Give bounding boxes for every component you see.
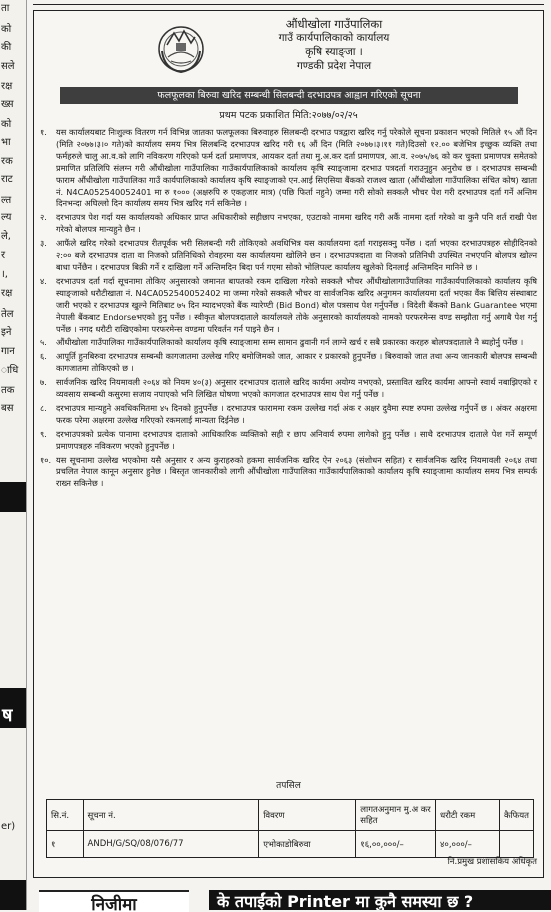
- clause-number: १०.: [40, 454, 52, 465]
- notice-header: [34, 17, 543, 81]
- adjacent-column-fragment-text: गान: [1, 346, 15, 357]
- clause-number: ४.: [40, 275, 47, 286]
- clause-number: ९.: [40, 428, 47, 439]
- clause-number: ३.: [40, 238, 47, 249]
- cell-cost-estimate: १६,००,०००/–: [356, 831, 436, 858]
- table-row: [47, 831, 534, 858]
- adjacent-column-dark-footer: [0, 880, 26, 910]
- adjacent-column-heading: ष: [2, 705, 13, 726]
- clause-text: आपूर्ति हुनबिरुवा दरभाउपत्र सम्बन्धी कागजातमा उल्लेख गरिए बमोजिमको जात, आकार र प्रकारको हुनुपर्नेछ । बिरुवाको जात तथा अन्य जानकारी बोलपत्र सम्बन्धी कागजातमा तोकिएको छ ।: [56, 351, 537, 374]
- clause-number: ६.: [40, 351, 47, 362]
- office-name-block: [214, 17, 454, 73]
- notice-clause: [40, 127, 537, 210]
- publication-date: प्रथम पटक प्रकाशित मिति:२०७७/०२/२५: [219, 110, 358, 121]
- previous-notice-border: [33, 0, 544, 5]
- col-description-header: विवरण: [259, 800, 356, 831]
- clause-number: ८.: [40, 402, 47, 413]
- clause-number: ७.: [40, 377, 47, 388]
- adjacent-column-fragment-text: रक्ष: [1, 81, 13, 92]
- clause-text: दरभाउपत्र पेश गर्दा यस कार्यालयको अधिकार प्राप्त अधिकारीको सहीछाप नभएका, एउटाको नाममा खरिद गरी अर्कै नाममा दर्ता गरेको वा कुनै पनि शर्त राखी पेश गरेको बोलपत्र मान्यहुने छैन ।: [56, 212, 537, 235]
- adjacent-column-fragment-text: सले: [1, 61, 15, 72]
- adjacent-column-fragment: [0, 0, 27, 910]
- table-header-row: [47, 800, 534, 831]
- col-remarks-header: कैफियत: [499, 800, 533, 831]
- adjacent-column-fragment-text: राट: [1, 174, 13, 185]
- adjacent-column-fragment-text: ले,: [1, 231, 11, 242]
- government-emblem-icon: [154, 21, 208, 75]
- clause-text: यस सूचनामा उल्लेख भएकोमा यसै अनुसार र अन्य कुराहरुको हकमा सार्वजनिक खरिद ऐन २०६३ (संशोधन सहित) र सार्वजनिक खरिद नियमावली २०६४ तथा प्रचलित नेपाल कानून अनुसार हुनेछ । बिस्तृत जानकारीको लागी औंधीखोला गाउँपालिका गाउँकार्यपालिकाको कार्यालय कृषि स्याङ्जामा कार्यालय समय भित्र सम्पर्क राख्न सकिनेछ ।: [56, 454, 537, 489]
- clause-text: औंधीखोला गाउँपालिका गाउँकार्यपालिकाको कार्यालय कृषि स्याङ्जामा सम्म सामान ढुवानी गर्न लाग्ने खर्च र सबै प्रकारका करहरु बोलपत्रदाताले नै ब्यहोर्नु पर्नेछ ।: [56, 337, 524, 348]
- col-notice-no-header: सूचना नं.: [83, 800, 259, 831]
- notice-clauses: [40, 127, 537, 492]
- adjacent-column-fragment-text: रक: [1, 156, 13, 167]
- notice-box: [33, 10, 544, 878]
- schedule-table: [46, 799, 534, 858]
- clause-number: १.: [40, 127, 47, 137]
- ad-right-heading: के तपाईंको Printer मा कुनै समस्या छ ?: [209, 890, 551, 910]
- signatory-title: नि.प्रमुख प्रशासकिय अधिकृत: [447, 857, 537, 867]
- adjacent-column-fragment-text: इने: [1, 327, 12, 338]
- adjacent-column-fragment-text: ल्य: [1, 212, 12, 223]
- notice-clause: [40, 351, 537, 375]
- col-cost-estimate-header: लागतअनुमान मु.अ कर सहित: [356, 800, 436, 831]
- adjacent-column-dark-band: [0, 482, 26, 512]
- clause-number: २.: [40, 212, 47, 223]
- adjacent-column-fragment-text: ।,: [1, 269, 8, 280]
- clause-text: दरभाउपत्रको प्रत्येक पानामा दरभाउपत्र दाताको आधिकारिक व्यक्तिको सही र छाप अनिवार्य रुपमा लागेको हुनु पर्नेछ । साथै दरभाउपत्र दाताले पेश गर्ने सम्पूर्ण प्रमाणपत्रहरु नविकरण भएको हुनुपर्नेछ ।: [56, 428, 537, 451]
- notice-clause: [40, 212, 537, 236]
- bottom-advertisements: [33, 884, 544, 910]
- clause-number: ५.: [40, 337, 47, 348]
- province-name: गण्डकी प्रदेश नेपाल: [296, 60, 372, 72]
- municipality-name: औंधीखोला गाउँपालिका: [285, 17, 383, 31]
- clause-text: सार्वजनिक खरिद नियमावली २०६४ को नियम ४०(३) अनुसार दरभाउपत्र दाताले खरिद कार्यमा अयोग्य नभएको, प्रस्तावित खरिद कार्यमा आफ्नो स्वार्थ नबाझिएको र व्यवसाय सम्बन्धी कसुरमा सजाय नपाएको भनि लिखित घोषणा भएको कागजात दरभाउपत्र साथ पेश गर्नु पर्नेछ ।: [56, 377, 537, 400]
- adjacent-column-fragment-text: तेल: [1, 309, 14, 320]
- adjacent-column-fragment-text: भा: [1, 137, 11, 148]
- notice-clause: [40, 403, 537, 427]
- office-name: गाउँ कार्यपालिकाको कार्यालय: [278, 32, 390, 44]
- schedule-heading: तपसिल: [276, 781, 301, 791]
- adjacent-column-fragment-text: ख्स: [1, 99, 14, 110]
- adjacent-column-fragment-text: र: [1, 250, 6, 261]
- notice-clause: [40, 238, 537, 274]
- adjacent-column-fragment-text: तक: [1, 385, 15, 396]
- adjacent-column-fragment-text: ता: [1, 3, 10, 14]
- office-location: कृषि स्याङ्जा ।: [305, 46, 363, 58]
- notice-clause: [40, 276, 537, 336]
- notice-clause: [40, 377, 537, 401]
- adjacent-column-fragment-text: रक्ष: [1, 288, 13, 299]
- adjacent-column-fragment-text: को: [1, 119, 12, 130]
- col-deposit-header: धरौटी रकम: [435, 800, 499, 831]
- clause-text: यस कार्यालयबाट निःशुल्क वितरण गर्न विभिन्न जातका फलफूलका बिरुवाहरु सिलबन्दी दरभाउ पत्रद्वारा खरिद गर्नु परेकोले सूचना प्रकाशन भएको मितिले १५ औं दिन (मिति २०७७।३।० गते)को कार्यालय समय भित्र सिलबन्दि दरभाउपत्र खरिद गरी १६ औं दिन (मिति २०७७।३।११ गते)दिउसो १२.०० बजेभित्र इच्छुक व्यक्ति तथा फर्महरुले चालु आ.व.को लागि नविकरण गरिएको फर्म दर्ता प्रमाणपत्र, आयकर दर्ता तथा मु.अ.कर दर्ता प्रमाणपत्र, आ.व. २०७५/७६ को कर चुक्ता प्रमाणपत्र समेतको प्रमाणित प्रतिलिपि संलग्न गरी औंधीखोला गाउँपालिका गाउँकार्यपालिकाको कार्यालय कृषि स्याङ्जामा दरभाउ पत्रदर्ता गराउनुहुन अनुरोध छ । दरभाउपत्र सम्बन्धी फाराम औंधीखोला गाउँपालिका गाउँ कार्यपालिकाको कार्यालय कृषि स्याङ्जाको एन.आई सिएसिया बैंकको राजश्व खाता (औंधीखोला गाउँपालिका संचित कोष) खाता नं. N4CA052540052401 मा रु १००० (अक्षरुपि रु एकहजार मात्र) (पछि फिर्ता नहुने) जम्मा गरी सोको सक्कलै भौचर पेश गरी दरभाउपत्र दर्ता गर्ने अन्तिम दिनभन्दा अघिल्लो दिन कार्यालय समय भित्र खरिद गर्न सकिनेछ ।: [56, 127, 537, 209]
- cell-notice-no: ANDH/G/SQ/08/076/77: [83, 831, 259, 858]
- col-sn-header: सि.नं.: [47, 800, 84, 831]
- ad-left-heading: निजीमा: [39, 890, 189, 912]
- adjacent-column-fragment-text: ल्त: [1, 195, 12, 206]
- adjacent-column-fragment-text: की: [1, 42, 12, 53]
- notice-clause: [40, 429, 537, 453]
- cell-description: एभोकाडोबिरुवा: [259, 831, 356, 858]
- clause-text: दरभाउपत्र दर्ता गर्दा सूचनामा तोकिए अनुसारको जमानत बापतको रकम दाखिला गरेको सक्कलै भौचर औंधीखोलागाउँपालिका गाउँकार्यपालिकाको कार्यालय कृषि स्याङ्जाको धरौटीखाता नं. N4CA052540052402 मा जम्मा गरेको सक्कलै भौचर वा सार्वजनिक खरिद अनुगमन कार्यालयमा दर्ता भएका वैंक बित्तिय संस्थाबाट जारी भएको र दरभाउपत्र खुल्ने मितिबाट ७५ दिन म्यादभएको बैंक ग्यारेण्टी (Bid Bond) बोल पत्रसाथ पेश गर्नुपर्नेछ । विदेशी बैंकको Bank Guarantee भएमा नेपाली बैंकबाट Endorseभएको हुनु पर्नेछ । स्वीकृत बोलपत्रदाताले कार्यालयले तोके अनुसारको कार्यालयको नामको परफरमेन्स वण्ड सम्झौता गर्नु अगाबै पेश गर्नु पर्नेछ । नगद धरौटी राखिएकोमा परफरमेन्स वण्डमा परिवर्तन गर्न पाइने छैन ।: [56, 275, 537, 334]
- notice-clause: [40, 337, 537, 349]
- cell-deposit: ४०,०००/–: [435, 831, 499, 858]
- notice-clause: [40, 455, 537, 491]
- adjacent-column-fragment-text: को: [1, 24, 12, 35]
- clause-text: दरभाउपत्र मान्यहुने अवधिकमितमा ४५ दिनको हुनुपर्नेछ । दरभाउपत्र फाराममा रकम उल्लेख गर्दा अंक र अक्षर दुवैमा स्पष्ट रुपमा उल्लेख गर्नुपर्ने छ । अंकर अक्षरमा फरक परेमा अक्षरमा उल्लेख गरिएको रकमलाई मान्यता दिईनेछ ।: [56, 402, 537, 425]
- cell-sn: १: [47, 831, 84, 858]
- adjacent-column-fragment-text: er): [1, 821, 16, 832]
- adjacent-column-fragment-text: ाधि: [1, 365, 19, 376]
- notice-title: फलफूलका बिरुवा खरिद सम्बन्धी सिलबन्दी दरभाउपत्र आह्वान गरिएको सूचना: [60, 87, 518, 104]
- clause-text: आफैंले खरिद गरेको दरभाउपत्र रीतपूर्वक भरी सिलबन्दी गरी तोकिएको अवधिभित्र यस कार्यालयमा दर्ता गराइसक्नु पर्नेछ । दर्ता भएका दरभाउपत्रहरु सोहीदिनको २:०० बजे दरभाउपत्र दाता वा निजको प्रतिनिधिको रोवहरमा यस कार्यालयमा खोलिने छन । दरभाउपत्रदाता वा निजको प्रतिनिधी उपस्थित नभएपनि बोलपत्र खोल्न बाधा पर्नेछैन । दरभाउपत्र बिक्री गर्ने र दाखिला गर्ने अन्तिमदिन बिदा पर्न गएमा सोको भोलिपल्ट कार्यालय खुलेको दिनलाई अन्तिमदिन मानिने छ ।: [56, 238, 537, 272]
- adjacent-column-fragment-text: बस: [1, 403, 14, 414]
- cell-remarks: [499, 831, 533, 858]
